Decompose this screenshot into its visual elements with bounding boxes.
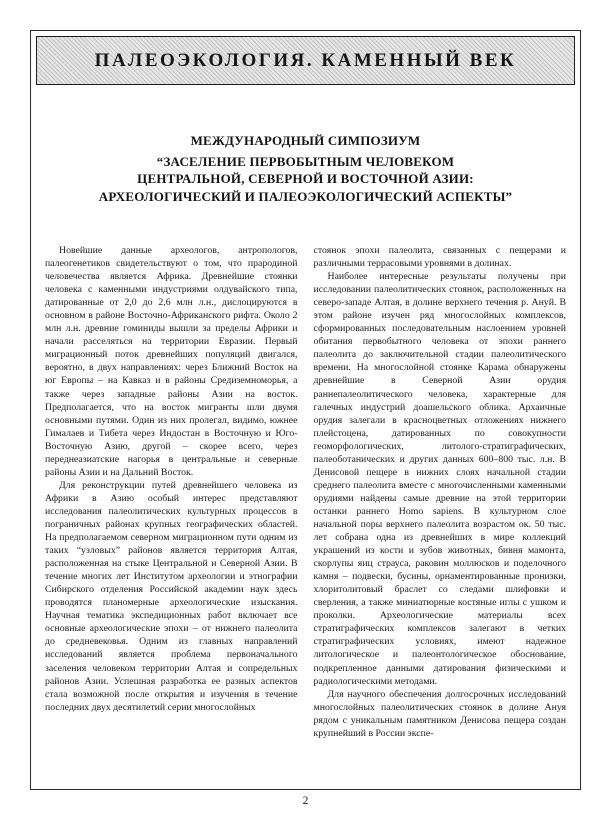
paragraph: стоянок эпохи палеолита, связанных с пещерами и различными террасовыми уровнями в долинах. (313, 245, 566, 270)
paragraph: Новейшие данные археологов, антропологов, палеогенетиков свидетельствуют о том, что прародиной человечества является Африка. Древнейшие стоянки человека с каменными индустриями олдувайского типа, датированные от 2,0 до 2,6 млн л.н., дислоцируются в основном в районе Восточно-Африканского рифта. Около 2 млн л.н. древние гоминиды вышли за пределы Африки и начали расселяться на территории Евразии. Первый миграционный поток древнейших популяций двигался, вероятно, в двух направлениях: через Ближний Восток на юг Европы – на Кавказ и в районы Средиземноморья, а также через западные районы Азии на восток. Предполагается, что на восток мигранты шли двумя основными путями. Один из них пролегал, видимо, южнее Гималаев и Тибета через Индостан в Восточную и Юго-Восточную Азию, другой – скорее всего, через переднеазиатские нагорья в центральные и северные районы Азии и на Дальний Восток. (45, 245, 298, 478)
symposium-title-line: АРХЕОЛОГИЧЕСКИЙ И ПАЛЕОЭКОЛОГИЧЕСКИЙ АСПЕКТЫ” (98, 188, 513, 204)
page-number: 2 (302, 795, 309, 807)
paragraph: Для реконструкции путей древнейшего человека из Африки в Азию особый интерес представляют исследования палеолитических культурных процессов в пограничных районах крупных географических областей. На предполагаемом северном миграционном пути одним из таких “узловых” районов является территория Алтая, расположенная на стыке Центральной и Северной Азии. В течение многих лет Институтом археологии и этнографии Сибирского отделения Российской академии наук здесь проводятся планомерные археологические изыскания. Научная тематика экспедиционных работ включает все основные археологические эпохи – от нижнего палеолита до средневековья. Одним из главных направлений исследований является проблема первоначального заселения человеком территории Алтая и сопредельных районов Азии. Успешная разработка ее разных аспектов стала возможной после открытия и изучения в течение последних двух десятилетий серии многослойных (45, 479, 298, 713)
paragraph: Для научного обеспечения долгосрочных исследований многослойных палеолитических стоянок в долине Ануя рядом с уникальным памятником Денисова пещера создан крупнейший в России экспе- (313, 688, 566, 739)
section-title: ПАЛЕОЭКОЛОГИЯ. КАМЕННЫЙ ВЕК (94, 49, 517, 71)
body-columns (45, 244, 566, 783)
symposium-title (53, 132, 558, 205)
symposium-title-line: МЕЖДУНАРОДНЫЙ СИМПОЗИУМ (190, 133, 421, 148)
symposium-title-line: ЦЕНТРАЛЬНОЙ, СЕВЕРНОЙ И ВОСТОЧНОЙ АЗИИ: (137, 171, 474, 186)
right-column (314, 244, 567, 783)
paragraph: Наиболее интересные результаты получены при исследовании палеолитических стоянок, расположенных на северо-западе Алтая, в долине верхнего течения р. Ануй. В этом районе изучен ряд многослойных комплексов, сформированных последовательным наслоением уровней обитания первобытного человека от эпохи раннего палеолита до заключительной стадии палеолитического времени. На многослойной стоянке Карама обнаружены древнейшие в Северной Азии орудия раннепалеолитического человека, характерные для галечных индустрий доашельского облика. Архаичные орудия залегали в красноцветных отложениях нижнего плейстоцена, датированных по совокупности геоморфологических, литолого-стратиграфических, палеоботанических и других данных 600–800 тыс. л.н. В Денисовой пещере в нижних слоях начальной стадии среднего палеолита вместе с многочисленными каменными орудиями найдены самые древние на этой территории останки раннего Homo sapiens. В культурном слое начальной поры верхнего палеолита возрастом ок. 50 тыс. лет собрана одна из древнейших в мире коллекций украшений из кости и зубов животных, бивня мамонта, скорлупы яиц страуса, раковин моллюсков и поделочного камня – подвески, бусины, орнаментированные пронизки, хлоритолитовый браслет со следами шлифовки и сверления, а также миниатюрные костяные иглы с ушком и проколки. Археологические материалы всех стратиграфических комплексов залегают в четких стратиграфических условиях, имеют надежное литологическое и палеонтологическое обоснование, подкрепленное данными датирования физическими и радиологическими методами. (313, 271, 566, 687)
left-column (45, 244, 298, 783)
symposium-title-line: “ЗАСЕЛЕНИЕ ПЕРВОБЫТНЫМ ЧЕЛОВЕКОМ (156, 153, 455, 169)
page-frame (30, 30, 581, 790)
section-header (36, 36, 575, 85)
